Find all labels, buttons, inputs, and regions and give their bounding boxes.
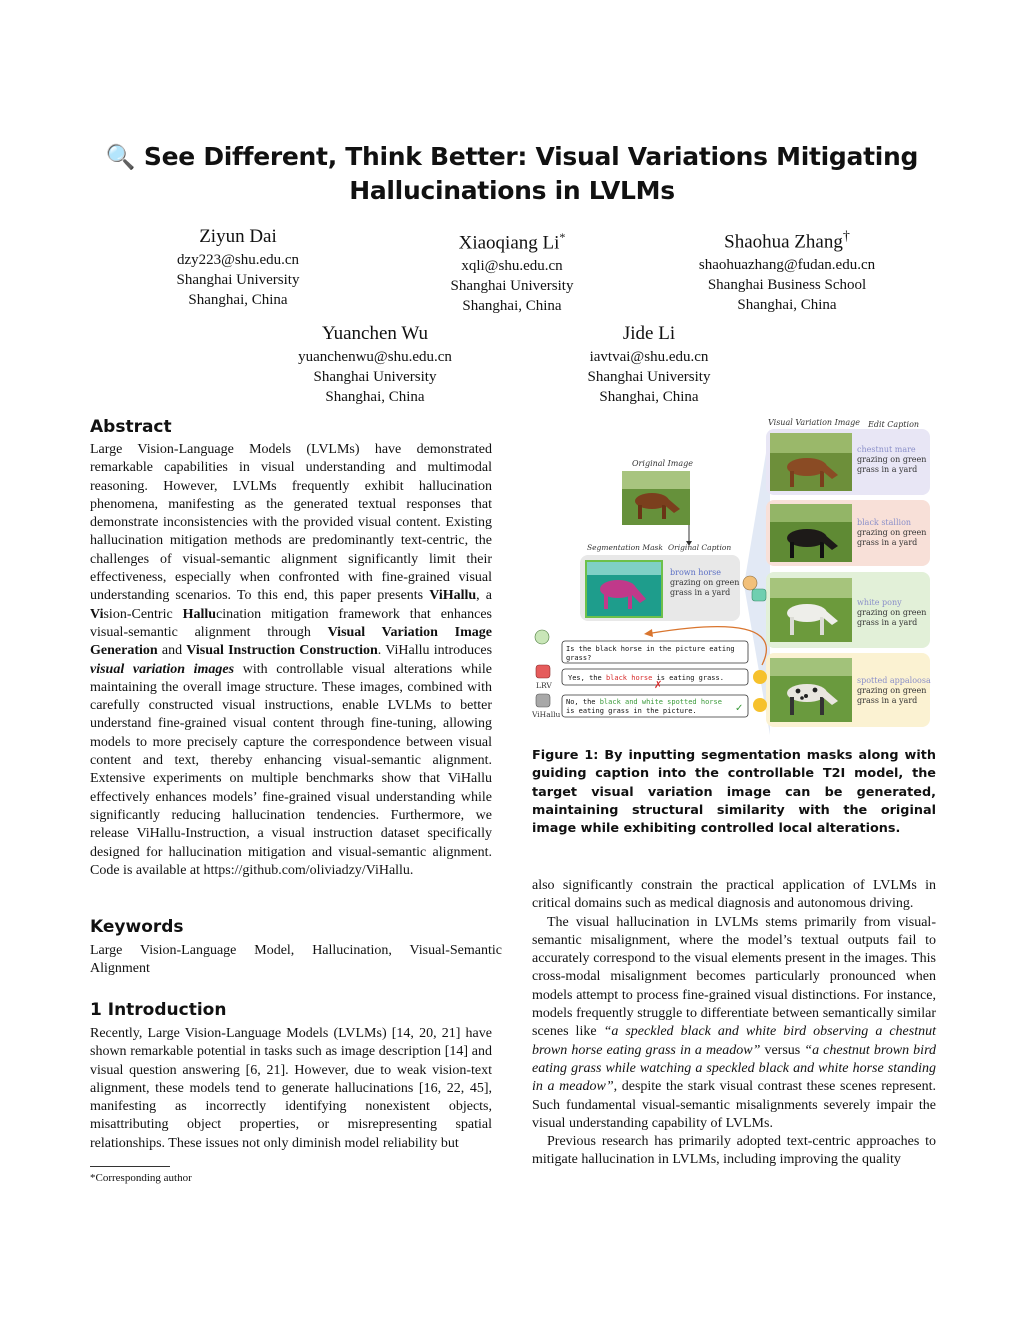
- title-line-2: Hallucinations in LVLMs: [349, 176, 675, 205]
- dagger-mark: †: [842, 229, 850, 244]
- variant-colored-text: black stallion: [857, 518, 912, 527]
- figure-caption: Figure 1: By inputting segmentation masks along with guiding caption into the controllable T2I model, the target visual variation image can be generated, maintaining structural similarity with the original image while exhibiting controlled local alterations.: [532, 748, 936, 837]
- author-location: Shanghai, China: [737, 297, 837, 314]
- lrv-robot-icon: [536, 665, 550, 678]
- svg-text:grass?: grass?: [566, 654, 592, 662]
- svg-text:is eating grass in the picture: is eating grass in the picture.: [566, 707, 697, 715]
- check-icon: ✓: [735, 703, 744, 714]
- question-text: Is the black horse in the picture eating: [566, 645, 735, 653]
- title-line-1: See Different, Think Better: Visual Variations Mitigating: [143, 142, 919, 171]
- label-lrv: LRV: [536, 681, 552, 690]
- author-name: Xiaoqiang Li: [458, 232, 560, 254]
- label-original-caption: Original Caption: [668, 543, 732, 552]
- author-affiliation: Shanghai University: [587, 369, 711, 385]
- cross-icon: ✗: [654, 680, 663, 691]
- author-name: Jide Li: [622, 323, 676, 344]
- variant-panel: [766, 500, 930, 566]
- footnote: *Corresponding author: [90, 1172, 192, 1184]
- continued-paragraph: also significantly constrain the practical application of LVLMs in critical domains such as medical diagnosis and autonomous driving.: [532, 878, 936, 912]
- introduction-heading: 1 Introduction: [90, 1000, 227, 1020]
- variant-panel: [766, 572, 930, 648]
- variant-panel: [766, 653, 931, 727]
- label-edit-caption: Edit Caption: [868, 420, 920, 429]
- paper-title: [90, 140, 934, 207]
- sad-face-icon: [753, 670, 767, 684]
- variant-caption-line: grass in a yard: [857, 618, 918, 627]
- vihallu-robot-icon: [536, 694, 550, 707]
- original-caption-line: grass in a yard: [670, 588, 731, 597]
- author-location: Shanghai, China: [188, 292, 288, 308]
- author-name: Yuanchen Wu: [322, 323, 428, 344]
- author-name: Ziyun Dai: [199, 226, 277, 247]
- right-column-text: [532, 877, 936, 1170]
- author-email[interactable]: shaohuazhang@fudan.edu.cn: [698, 257, 876, 274]
- variant-caption-line: grazing on green: [857, 528, 927, 537]
- author-email[interactable]: iavtvai@shu.edu.cn: [589, 349, 709, 365]
- paragraph: Previous research has primarily adopted text-centric approaches to mitigate hallucination in LVLMs, including improving the quality: [532, 1134, 936, 1168]
- happy-face-icon: [753, 698, 767, 712]
- author-block: [519, 321, 779, 407]
- label-visual-variation: Visual Variation Image: [768, 418, 860, 427]
- variant-caption-line: grass in a yard: [857, 465, 918, 474]
- robot-icon: [752, 589, 766, 601]
- palette-icon: [743, 576, 757, 590]
- segmentation-mask: [586, 561, 662, 617]
- figure-1: [532, 415, 936, 747]
- label-vihallu: ViHallu: [532, 710, 561, 719]
- magnifier-icon: 🔍: [105, 143, 136, 171]
- author-location: Shanghai, China: [462, 298, 562, 315]
- variant-caption-line: grazing on green: [857, 455, 927, 464]
- author-affiliation: Shanghai University: [176, 272, 300, 288]
- original-caption-colored: brown horse: [670, 568, 721, 577]
- corresponding-mark: *: [559, 230, 566, 244]
- author-block: [108, 224, 368, 310]
- variant-caption-line: grass in a yard: [857, 696, 918, 705]
- paragraph: The visual hallucination in LVLMs stems primarily from visual-semantic misalignment, where the model’s textual outputs fail to accurately correspond to the visual elements present in the images. This cross-modal misalignment becomes particularly pronounced when models attempt to process fine-grained visual distinctions. For instance, models frequently struggle to differentiate between semantically similar scenes like “a speckled black and white bird observing a chestnut brown horse eating grass in a meadow” versus “a chestnut brown bird eating grass while watching a speckled black and white horse standing in a meadow”, despite the stark visual contrast these scenes represent. Such fundamental visual-semantic misalignments severely impair the visual understanding capability of LVLMs.: [532, 914, 936, 1131]
- author-email[interactable]: dzy223@shu.edu.cn: [176, 252, 300, 268]
- author-affiliation: Shanghai University: [313, 369, 437, 385]
- author-location: Shanghai, China: [325, 389, 425, 405]
- variant-caption-line: grazing on green: [857, 608, 927, 617]
- label-segmentation-mask: Segmentation Mask: [587, 543, 663, 552]
- variant-caption-line: grazing on green: [857, 686, 927, 695]
- author-email[interactable]: yuanchenwu@shu.edu.cn: [298, 349, 452, 365]
- original-image: [622, 471, 690, 525]
- original-caption-line: grazing on green: [670, 578, 740, 587]
- keywords-heading: Keywords: [90, 917, 184, 937]
- abstract-heading: Abstract: [90, 417, 172, 437]
- variant-colored-text: spotted appaloosa: [857, 676, 931, 685]
- author-name: Shaohua Zhang: [724, 231, 843, 253]
- author-affiliation: Shanghai Business School: [707, 277, 867, 294]
- intro-paragraph: Recently, Large Vision-Language Models (LVLMs) [14, 20, 21] have shown remarkable potential in tasks such as image description [14] and visual question answering [6, 21]. However, due to weak vision-text alignment, these models tend to generate hallucinations [16, 22, 45], manifesting as incorrectly identifying nonexistent objects, misattributing object properties, or misrepresenting spatial relationships. These issues not only diminish model reliability but: [90, 1026, 492, 1151]
- variant-panel: [766, 429, 930, 495]
- abstract-text: Large Vision-Language Models (LVLMs) have demonstrated remarkable capabilities in visual understanding and multimodal reasoning. However, LVLMs frequently exhibit hallucination phenomena, manifesting as the generated textual responses that demonstrate inconsistencies with the provided visual content. Existing hallucination mitigation methods are predominantly text-centric, the challenges of visual-semantic alignment significantly limit their effectiveness, especially when confronted with fine-grained visual understanding scenarios. To this end, this paper presents ViHallu, a Vision-Centric Hallucination mitigation framework that enhances visual-semantic alignment through Visual Variation Image Generation and Visual Instruction Construction. ViHallu introduces visual variation images with controllable visual alterations while maintaining the overall image structure. These images, combined with carefully constructed visual instructions, enable LVLMs to better understand fine-grained visual content through fine-tuning, allowing models to more precisely capture the correspondence between visual content and text, thereby enhancing visual-semantic alignment. Extensive experiments on multiple benchmarks show that ViHallu effectively enhances models’ fine-grained visual understanding while significantly reducing hallucination tendencies. Furthermore, we release ViHallu-Instruction, a visual instruction dataset specifically designed for hallucination mitigation and visual-semantic alignment. Code is available at https://github.com/oliviadzy/ViHallu.: [90, 442, 493, 878]
- variant-caption-line: grass in a yard: [857, 538, 918, 547]
- lrv-answer: Yes, the black horse is eating grass.: [568, 674, 724, 682]
- variant-colored-text: white pony: [857, 598, 902, 607]
- author-location: Shanghai, China: [599, 389, 699, 405]
- footnote-rule: [90, 1166, 170, 1167]
- author-block: [657, 224, 917, 315]
- keywords-text: Large Vision-Language Model, Hallucination, Visual-Semantic Alignment: [90, 943, 502, 977]
- vihallu-answer: No, the black and white spotted horse: [566, 698, 722, 706]
- author-block: [245, 321, 505, 407]
- label-original-image: Original Image: [632, 459, 694, 468]
- author-email[interactable]: xqli@shu.edu.cn: [461, 258, 563, 275]
- author-block: [382, 224, 642, 316]
- variant-colored-text: chestnut mare: [857, 445, 916, 454]
- author-affiliation: Shanghai University: [450, 278, 574, 295]
- user-avatar-icon: [535, 630, 549, 644]
